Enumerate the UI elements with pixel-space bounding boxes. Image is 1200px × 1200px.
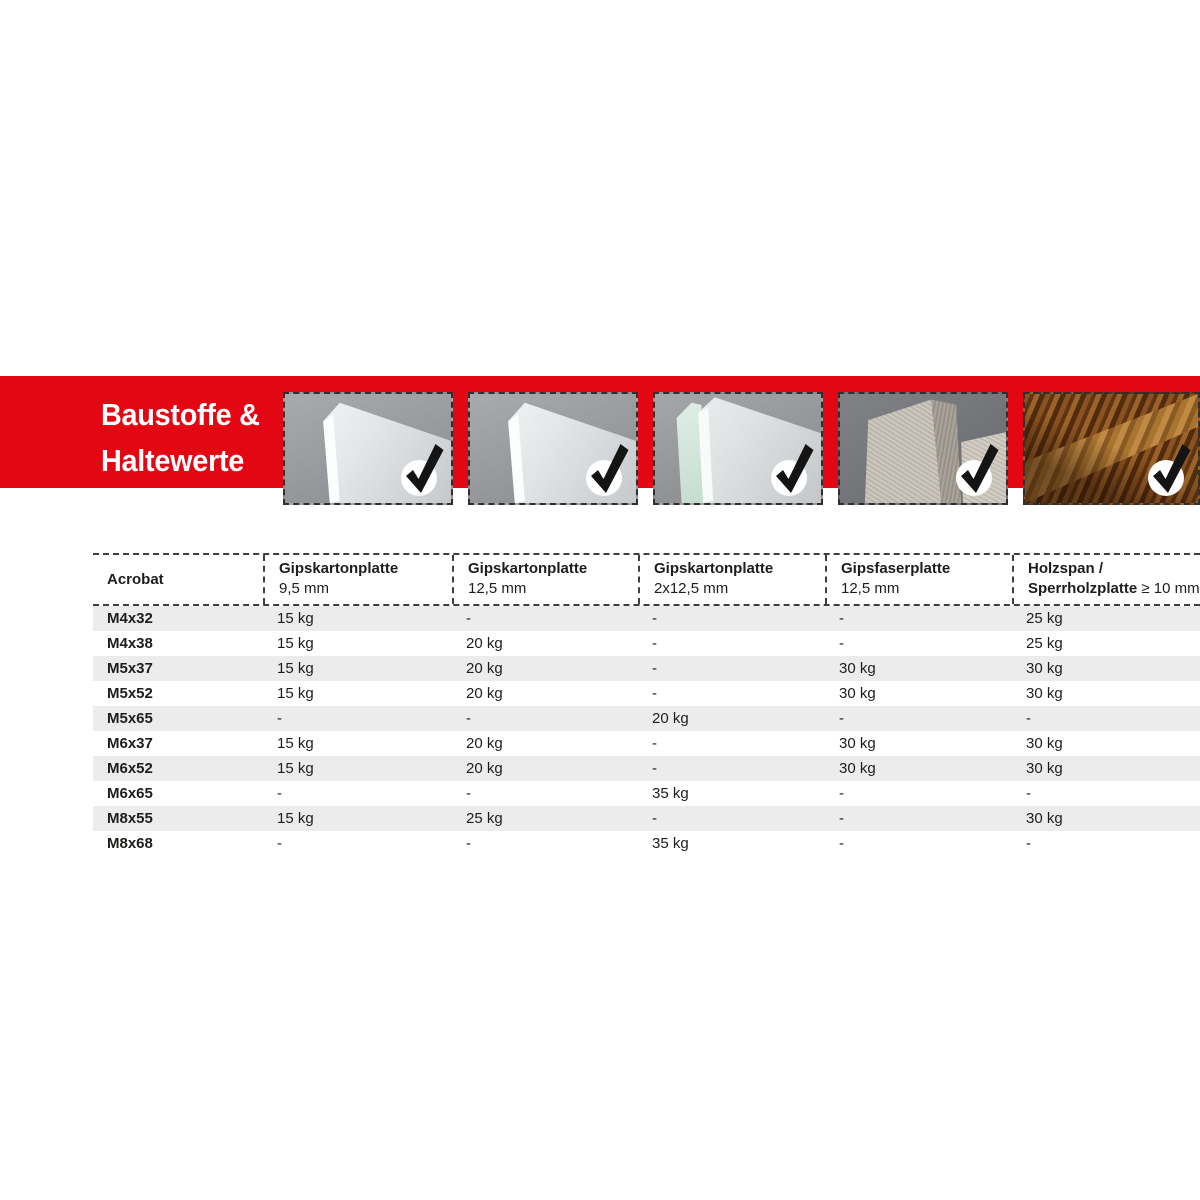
row-value-cell: - [277,785,282,802]
row-value-cell: 20 kg [466,735,503,752]
column-header-subtitle-bold: Sperrholzplatte [1028,580,1138,597]
table-header-row [93,553,1200,606]
column-header-subtitle: Sperrholzplatte ≥ 10 mm [1028,580,1200,597]
row-value-cell: 30 kg [839,660,876,677]
row-value-cell: 15 kg [277,610,314,627]
row-model-label: M8x55 [107,810,153,827]
table-row-m6x37 [93,731,1200,756]
check-icon [400,442,444,498]
table-row-m6x52 [93,756,1200,781]
banner-title [101,392,260,484]
row-value-cell: 30 kg [1026,685,1063,702]
row-value-cell: 20 kg [466,760,503,777]
column-header-3 [638,555,825,604]
row-model-label: M6x52 [107,760,153,777]
row-value-cell: 35 kg [652,835,689,852]
column-header-title: Gipsfaserplatte [841,560,951,577]
material-image-gipskartonplatte-2x12-5-mm [653,392,823,505]
row-value-cell: 15 kg [277,660,314,677]
banner-title-line2: Haltewerte [101,443,245,478]
row-value-cell: - [652,660,657,677]
row-value-cell: - [277,835,282,852]
column-header-subtitle: 12,5 mm [468,580,527,597]
row-value-cell: - [652,635,657,652]
row-value-cell: - [466,835,471,852]
row-value-cell: 20 kg [466,635,503,652]
table-row-m6x65 [93,781,1200,806]
row-model-label: M6x37 [107,735,153,752]
column-header-label: Acrobat [107,570,164,588]
row-value-cell: 25 kg [1026,610,1063,627]
column-header-subtitle: 9,5 mm [279,580,330,597]
column-header-subtitle: 12,5 mm [841,580,900,597]
column-header-1 [263,555,452,604]
row-value-cell: 30 kg [1026,735,1063,752]
row-value-cell: 15 kg [277,735,314,752]
check-icon [1147,442,1191,498]
column-header-title: Gipskartonplatte [468,560,588,577]
row-value-cell: 30 kg [1026,810,1063,827]
column-header-5 [1012,555,1200,604]
row-value-cell: - [839,785,844,802]
column-header-4 [825,555,1012,604]
row-value-cell: - [652,760,657,777]
row-value-cell: - [1026,785,1031,802]
table-row-m5x52 [93,681,1200,706]
row-value-cell: - [839,610,844,627]
row-value-cell: 30 kg [839,760,876,777]
row-value-cell: - [466,710,471,727]
material-image-gipskartonplatte-12-5-mm [468,392,638,505]
row-model-label: M4x38 [107,635,153,652]
row-model-label: M6x65 [107,785,153,802]
row-value-cell: - [839,810,844,827]
row-value-cell: 30 kg [1026,660,1063,677]
row-value-cell: 35 kg [652,785,689,802]
row-value-cell: - [839,835,844,852]
row-value-cell: - [652,810,657,827]
row-value-cell: 20 kg [466,660,503,677]
row-value-cell: - [1026,710,1031,727]
row-value-cell: - [1026,835,1031,852]
material-image-holzspan-sperrholzplatte [1023,392,1200,505]
row-value-cell: 15 kg [277,810,314,827]
column-header-subtitle: 2x12,5 mm [654,580,729,597]
row-value-cell: - [277,710,282,727]
row-model-label: M5x52 [107,685,153,702]
row-value-cell: - [466,610,471,627]
check-icon [955,442,999,498]
row-value-cell: 20 kg [466,685,503,702]
row-value-cell: 15 kg [277,635,314,652]
row-value-cell: 15 kg [277,685,314,702]
row-value-cell: 30 kg [1026,760,1063,777]
row-value-cell: - [839,635,844,652]
row-model-label: M8x68 [107,835,153,852]
table-row-m5x37 [93,656,1200,681]
table-row-m8x55 [93,806,1200,831]
row-value-cell: - [652,610,657,627]
haltewerte-table [93,553,1200,856]
table-row-m4x38 [93,631,1200,656]
check-icon [585,442,629,498]
column-header-2 [452,555,638,604]
table-row-m4x32 [93,606,1200,631]
check-icon [770,442,814,498]
column-header-title: Holzspan / [1028,560,1104,577]
table-body [93,606,1200,856]
column-header-title: Gipskartonplatte [654,560,774,577]
banner-title-line1: Baustoffe & [101,397,260,432]
material-image-gipskartonplatte-9-5-mm [283,392,453,505]
row-value-cell: - [652,685,657,702]
row-value-cell: 25 kg [466,810,503,827]
column-header-acrobat [93,555,263,604]
material-image-gipsfaserplatte-12-5-mm [838,392,1008,505]
row-model-label: M5x37 [107,660,153,677]
row-value-cell: 30 kg [839,735,876,752]
row-value-cell: - [652,735,657,752]
row-model-label: M4x32 [107,610,153,627]
row-value-cell: 20 kg [652,710,689,727]
row-value-cell: - [839,710,844,727]
table-row-m5x65 [93,706,1200,731]
column-header-title: Gipskartonplatte [279,560,399,577]
table-row-m8x68 [93,831,1200,856]
row-value-cell: - [466,785,471,802]
row-value-cell: 15 kg [277,760,314,777]
row-value-cell: 25 kg [1026,635,1063,652]
row-value-cell: 30 kg [839,685,876,702]
row-model-label: M5x65 [107,710,153,727]
